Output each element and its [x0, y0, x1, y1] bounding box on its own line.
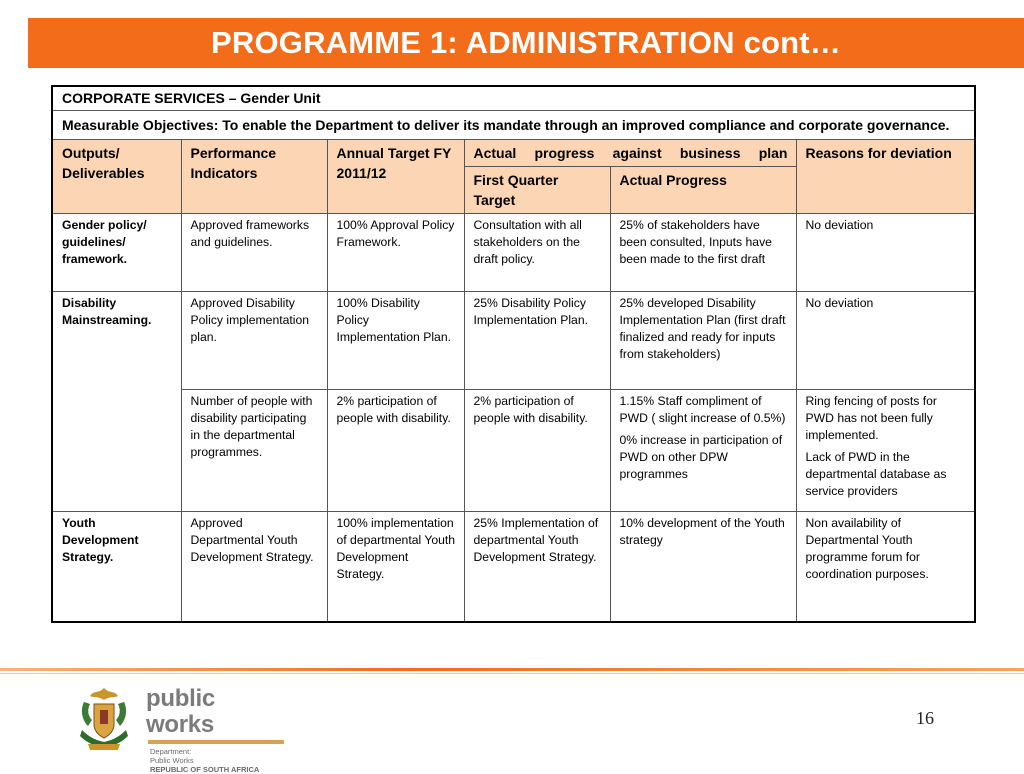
page-number: 16	[916, 708, 934, 728]
footer-divider-thin	[0, 673, 1024, 674]
indicator-cell: Approved Departmental Youth Development Strategy.	[181, 512, 327, 622]
q1-cell: Consultation with all stakeholders on the draft policy.	[464, 214, 610, 292]
target-cell: 100% implementation of departmental Youth Development Strategy.	[327, 512, 464, 622]
header-annual-target: Annual Target FY 2011/12	[327, 140, 464, 214]
actual-line: 1.15% Staff compliment of PWD ( slight increase of 0.5%)	[619, 394, 786, 425]
brand-bar	[148, 740, 284, 744]
brand-sub-line: Department:	[150, 747, 192, 756]
q1-cell: 25% Disability Policy Implementation Plan.	[464, 292, 610, 390]
reason-cell	[796, 390, 975, 512]
footer-divider	[0, 668, 1024, 671]
q1-cell: 2% participation of people with disability.	[464, 390, 610, 512]
indicator-cell: Number of people with disability participating in the departmental programmes.	[181, 390, 327, 512]
table-row	[52, 214, 975, 292]
indicator-cell: Approved frameworks and guidelines.	[181, 214, 327, 292]
actual-cell: 25% of stakeholders have been consulted, Inputs have been made to the first draft	[610, 214, 796, 292]
brand-sub-line: Public Works	[150, 756, 194, 765]
section-title: CORPORATE SERVICES – Gender Unit	[52, 86, 975, 111]
objective-row	[52, 111, 975, 140]
table-row	[52, 512, 975, 622]
slide-title: PROGRAMME 1: ADMINISTRATION cont…	[210, 25, 842, 60]
header-indicators: Performance Indicators	[181, 140, 327, 214]
actual-line: 0% increase in participation of PWD on other DPW programmes	[619, 433, 783, 481]
indicator-cell: Approved Disability Policy implementation plan.	[181, 292, 327, 390]
header-reasons: Reasons for deviation	[796, 140, 975, 214]
reason-cell: Non availability of Departmental Youth programme forum for coordination purposes.	[796, 512, 975, 622]
output-cell: Youth Development Strategy.	[52, 512, 181, 622]
header-actual-progress: Actual Progress	[610, 167, 796, 214]
target-cell: 2% participation of people with disability.	[327, 390, 464, 512]
reason-cell: No deviation	[796, 214, 975, 292]
actual-cell: 10% development of the Youth strategy	[610, 512, 796, 622]
header-first-quarter: First Quarter Target	[464, 167, 610, 214]
header-outputs: Outputs/ Deliverables	[52, 140, 181, 214]
title-bar	[28, 18, 1024, 68]
column-header-row	[52, 140, 975, 167]
output-cell: Gender policy/ guidelines/ framework.	[52, 214, 181, 292]
target-cell: 100% Disability Policy Implementation Plan.	[327, 292, 464, 390]
target-cell: 100% Approval Policy Framework.	[327, 214, 464, 292]
section-row	[52, 86, 975, 111]
header-progress: Actual progress against business plan	[464, 140, 796, 167]
brand-logo	[146, 685, 286, 774]
actual-cell	[610, 390, 796, 512]
output-cell: Disability Mainstreaming.	[52, 292, 181, 512]
brand-name: public works	[146, 685, 215, 738]
table-row	[52, 292, 975, 390]
reason-line: Ring fencing of posts for PWD has not been fully implemented.	[805, 394, 937, 442]
table-row	[52, 390, 975, 512]
actual-cell: 25% developed Disability Implementation Plan (first draft finalized and ready for inputs from stakeholders)	[610, 292, 796, 390]
reason-line: Lack of PWD in the departmental database as service providers	[805, 450, 947, 498]
reason-cell: No deviation	[796, 292, 975, 390]
objective-text: Measurable Objectives: To enable the Department to deliver its mandate through an improved compliance and corporate governance.	[52, 111, 975, 140]
brand-sub-line: REPUBLIC OF SOUTH AFRICA	[150, 765, 260, 774]
q1-cell: 25% Implementation of departmental Youth Development Strategy.	[464, 512, 610, 622]
coat-of-arms-icon	[74, 684, 134, 754]
programme-table	[51, 85, 976, 623]
